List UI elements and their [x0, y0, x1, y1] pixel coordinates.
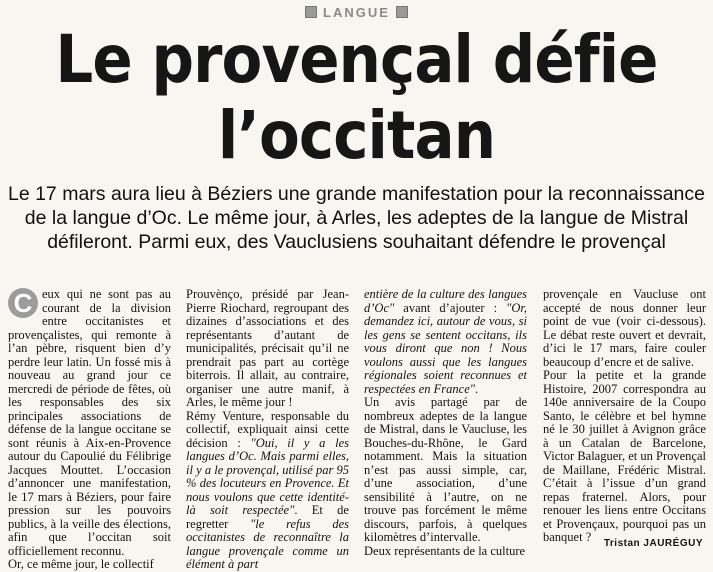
byline: Tristan JAURÉGUY	[603, 538, 703, 549]
column-4	[543, 288, 706, 545]
rubric-square-icon	[305, 6, 317, 18]
quote: "Or, demandez ici, autour de vous, si les gens se sentent occitans, ils vous diront que non ! Nous voulons aussi que les langues régionales soient reconnues et respectées en France"	[364, 300, 527, 396]
text-run: avant d’ajouter :	[394, 300, 507, 315]
paragraph: provençale en Vaucluse ont accepté de nous donner leur point de vue (voir ci-dessous). Le débat reste ouvert et devrait, d’ici le 17 mars, faire couler beaucoup d’encre et de salive.	[543, 287, 706, 369]
text-run: . Et de regretter	[186, 503, 349, 531]
text-run: Rémy Venture, responsable du collectif, expliquait ainsi cette décision :	[186, 408, 349, 450]
paragraph: Deux représentants de la culture	[364, 543, 526, 558]
column-2	[186, 288, 349, 572]
section-rubric	[0, 3, 713, 21]
paragraph: Un avis partagé par de nombreux adeptes de la langue de Mistral, dans le Vaucluse, les Bouches-du-Rhône, le Gard notamment. Mais la situation n’est pas aussi simple, car, d’une association, d’une sensibilité à l’autre, on ne trouve pas forcément le même discours, parfois, à quelques kilomètres d’intervalle.	[364, 395, 527, 544]
paragraph: eux qui ne sont pas au courant de la division entre occitanistes et provençalistes, qui remonte à l’an pèbre, risquent bien d’y perdre leur latin. Un fossé mis à nouveau au grand jour ce mercredi de période de fêtes, où les responsables des six principales associations de défense de la langue occitane se sont réunis à Aix-en-Provence autour du Capoulié du Félibrige Jacques Mouttet. L’occasion d’annoncer une manifestation, le 17 mars à Béziers, pour faire pression sur les pouvoirs publics, à la veille des élections, afin que l’occitan soit officiellement reconnu.	[8, 287, 171, 558]
headline-line: l’occitan	[217, 97, 496, 174]
standfirst-line: Le 17 mars aura lieu à Béziers une grande manifestation pour la reconnaissance	[7, 183, 705, 205]
quote: entière de la culture des langues d’Oc"	[364, 287, 527, 315]
column-1	[8, 288, 171, 572]
headline-line: Le provençal défie	[55, 21, 658, 98]
standfirst-line: de la langue d’Oc. Le même jour, à Arles, les adeptes de la langue de Mistral	[24, 207, 689, 229]
standfirst	[0, 182, 713, 254]
paragraph	[186, 410, 349, 572]
rubric-label: LANGUE	[323, 4, 390, 20]
quote: "le refus des occitanistes de reconnaître la langue provençale comme un élément à part	[186, 516, 349, 571]
paragraph: Or, ce même jour, le collectif	[8, 557, 154, 571]
drop-cap: C	[8, 288, 38, 318]
paragraph: Pour la petite et la grande Histoire, 2007 correspondra au 140e anniversaire de la Coupo Santo, le célèbre et bel hymne né le 30 juillet à Avignon grâce à un Catalan de Barcelone, Victor Balaguer, et un Provençal de Maillane, Frédéric Mistral. C’était à l’issue d’un grand repas fraternel. Alors, pour renouer les liens entre Occitans et Provençaux, pourquoi pas un banquet ?	[543, 368, 706, 544]
quote: "Oui, il y a les langues d’Oc. Mais parmi elles, il y a le provençal, utilisé par 95 % des locuteurs en Provence. Et nous voulons que cette identité-là soit respectée"	[186, 435, 349, 517]
headline	[36, 22, 678, 174]
rubric-square-icon	[396, 6, 408, 18]
paragraph	[364, 288, 527, 396]
standfirst-line: défileront. Parmi eux, des Vauclusiens souhaitant défendre le provençal	[47, 231, 666, 253]
paragraph: Prouvènço, présidé par Jean-Pierre Riochard, regroupant des dizaines d’associations et des représentants d’autant de municipalités, précisait qu’il ne prendrait pas part au cortège biterrois. Il allait, au contraire, organiser une autre manif, à Arles, le même jour !	[186, 287, 349, 409]
text-run: .	[475, 381, 479, 396]
column-3	[364, 288, 527, 558]
